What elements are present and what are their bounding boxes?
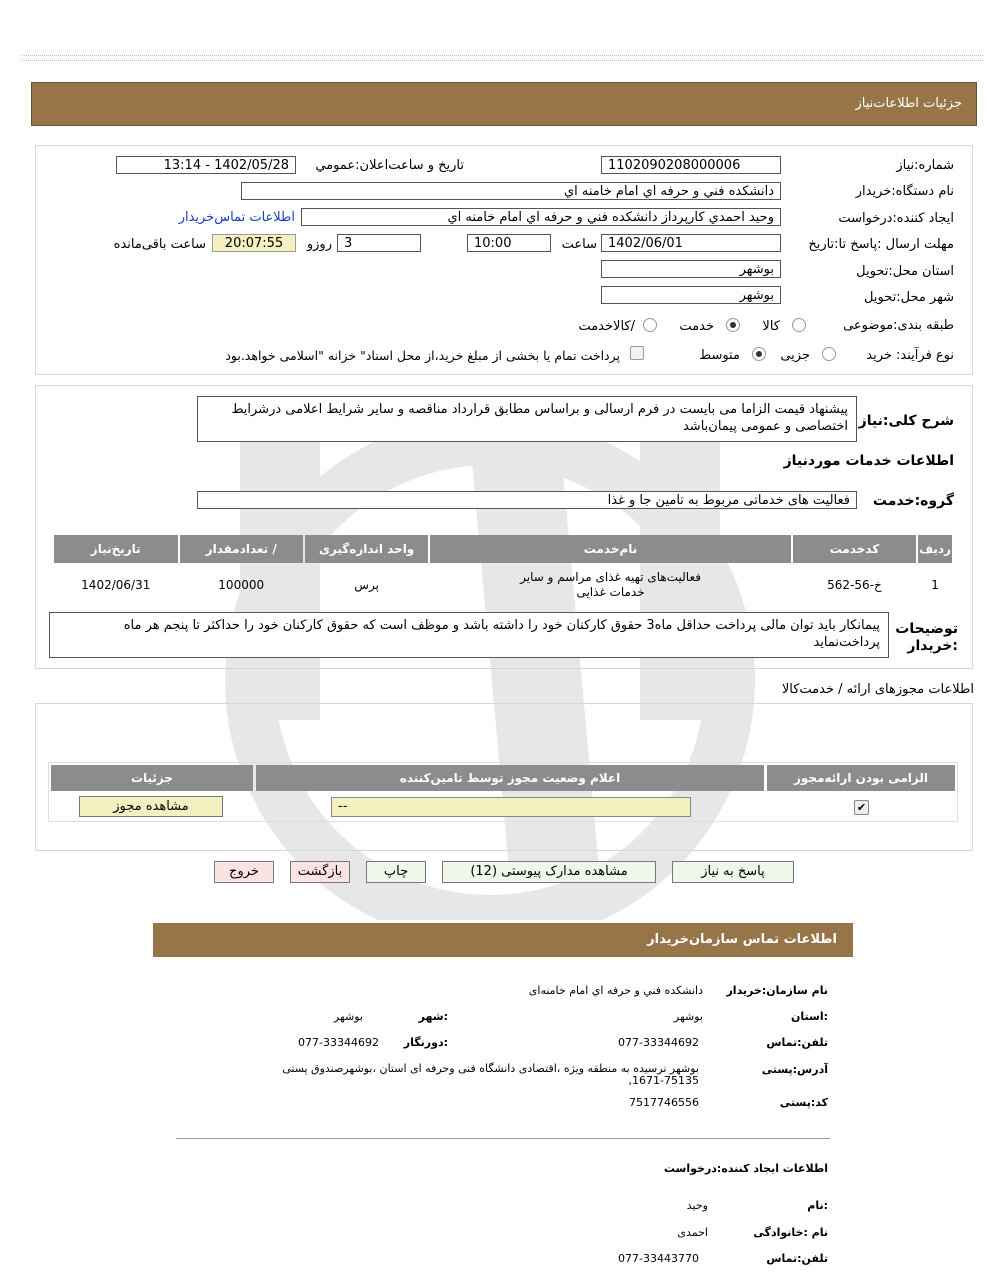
cell-need-date: 1402/06/31 [81,578,151,592]
permits-col-required: الزامی بودن ارائه‌مجوز [767,765,955,791]
category-both-radio[interactable] [643,318,657,332]
process-medium-label: متوسط [699,348,740,363]
city-contact-value: بوشهر [333,1010,363,1023]
category-both-label: /کالاخدمت [578,319,635,334]
view-permit-button[interactable]: مشاهده مجوز [79,796,223,817]
city-contact-label: :شهر [418,1010,448,1023]
contact-section-header [153,923,853,957]
org-label: نام سازمان:خریدار [726,984,828,997]
name-label: :نام [807,1199,828,1212]
province-label: استان محل:تحویل [856,264,954,279]
col-need-date: تاریخ‌نیاز [54,535,178,563]
buyer-notes-label: توضیحات :خریدار [895,621,958,654]
creator-label: ایجاد کننده:درخواست [838,211,954,226]
process-partial-radio[interactable] [822,347,836,361]
deadline-time-label: ساعت [561,237,597,252]
treasury-payment-checkbox[interactable] [630,346,644,360]
phone-label: تلفن:تماس [766,1036,828,1049]
permits-col-status: اعلام وضعیت مجوز توسط تامین‌کننده [256,765,764,791]
cell-quantity: 100000 [218,578,265,592]
city-label: شهر محل:تحویل [864,290,954,305]
city-field: بوشهر [601,286,781,304]
remaining-timer: 20:07:55 [212,234,296,252]
deadline-time-field: 10:00 [467,234,551,252]
address-label: آدرس:پستی [761,1063,828,1076]
days-label: روزو [306,237,332,252]
creator-phone-value: 077-33443770 [618,1252,699,1265]
need-number-field: 1102090208000006 [601,156,781,174]
page-title: جزئیات اطلاعات‌نیاز [855,96,962,111]
announce-label: تاریخ و ساعت‌اعلان:عمومي [315,158,464,173]
table-row [54,565,952,605]
view-attachments-button[interactable]: مشاهده مدارک پیوستی (12) [442,861,656,883]
remaining-label: ساعت باقی‌مانده [113,237,206,252]
cell-service-code: خ-56-562 [827,578,882,592]
cell-unit: پرس [354,578,379,592]
province-field: بوشهر [601,260,781,278]
col-row: ردیف [918,535,952,563]
days-field: 3 [337,234,421,252]
exit-button[interactable]: خروج [214,861,274,883]
permits-title: اطلاعات مجوزهای ارائه / خدمت‌کالا [781,682,974,697]
category-service-label: خدمت [679,319,714,334]
category-label: طبقه بندی:موضوعی [843,318,954,333]
col-service-code: کدخدمت [793,535,916,563]
process-partial-label: جزیی [780,348,810,363]
services-title: اطلاعات خدمات موردنیاز [783,453,954,469]
creator-section-title: اطلاعات ایجاد کننده:درخواست [663,1162,828,1175]
phone-value: 077-33344692 [618,1036,699,1049]
permit-required-checkbox: ✔ [854,800,869,815]
creator-field: وحيد احمدي كارپرداز دانشكده فني و حرفه اي امام خامنه اي [301,208,781,226]
contact-divider [176,1138,830,1139]
need-info-panel [35,145,973,375]
col-quantity: / تعدادمقدار [180,535,303,563]
print-button[interactable]: چاپ [366,861,426,883]
back-button[interactable]: بازگشت [290,861,350,883]
creator-phone-label: تلفن:تماس [766,1252,828,1265]
address-value: بوشهر نرسيده به منطقه ويژه ،اقتصادی دانشگاه فنی وحرفه ای استان ،بوشهرصندوق پستی 75135-1671, [282,1062,699,1087]
province-contact-value: بوشهر [673,1010,703,1023]
family-value: احمدی [677,1226,708,1239]
process-medium-radio[interactable] [752,347,766,361]
permit-status-field: -- [331,797,691,817]
fax-value: 077-33344692 [298,1036,379,1049]
category-goods-radio[interactable] [792,318,806,332]
process-label: نوع فرآیند: خرید [866,348,954,363]
contact-section-title: اطلاعات تماس سازمان‌خریدار [647,932,837,947]
description-label: شرح کلی:نیاز [858,413,954,429]
org-value: دانشكده فني و حرفه اي امام خامنه‌ای [528,984,703,997]
page-header [31,82,977,126]
cell-row: 1 [931,578,939,592]
announce-field: 1402/05/28 - 13:14 [116,156,296,174]
category-service-radio[interactable] [726,318,740,332]
treasury-payment-label: پرداخت تمام یا بخشی از مبلغ خرید،از محل اسناد" خزانه "اسلامی خواهد.بود [225,348,620,363]
deadline-date-field: 1402/06/01 [601,234,781,252]
group-field: فعالیت های خدماتی مربوط به تامین جا و غذا [197,491,857,509]
need-number-label: شماره:نیاز [896,158,954,173]
buyer-contact-link[interactable]: اطلاعات تماس‌خریدار [178,210,295,225]
permits-table [48,762,958,822]
buyer-field: دانشكده فني و حرفه اي امام خامنه اي [241,182,781,200]
services-table [52,533,954,607]
family-label: نام :خانوادگی [753,1226,828,1239]
description-text: پیشنهاد قیمت الزاما می بایست در فرم ارسالی و براساس مطابق قرارداد مناقصه و سایر شرایط اعلامی درشرایط اختصاصی و عمومی پیمان‌باشد [197,396,857,442]
postal-value: 7517746556 [629,1096,699,1109]
col-service-name: نام‌خدمت [430,535,791,563]
col-unit: واحد اندازه‌گیری [305,535,428,563]
name-value: وحید [686,1199,708,1212]
permits-col-details: جزئیات [51,765,253,791]
category-goods-label: کالا [762,319,780,334]
postal-label: کد:پستی [779,1096,828,1109]
services-table-header [54,535,952,563]
buyer-notes-text: پیمانکار باید توان مالی پرداخت حداقل ماه3 حقوق کارکنان خود را داشته باشد و موظف است که حقوق کارکنان خود را حداکثر تا پنجم هر ماه پرداخت‌نماید [49,612,889,658]
group-label: گروه:خدمت [872,493,954,509]
top-divider [22,55,983,61]
deadline-label: مهلت ارسال :پاسخ تا:تاریخ [808,237,954,252]
reply-button[interactable]: پاسخ به نیاز [672,861,794,883]
buyer-label: نام دستگاه:خریدار [855,184,954,199]
province-contact-label: :استان [791,1010,828,1023]
cell-service-name: فعالیت‌های تهیه غذای مراسم و سایر خدمات غذایی [520,570,701,599]
fax-label: :دورنگار [403,1036,448,1049]
